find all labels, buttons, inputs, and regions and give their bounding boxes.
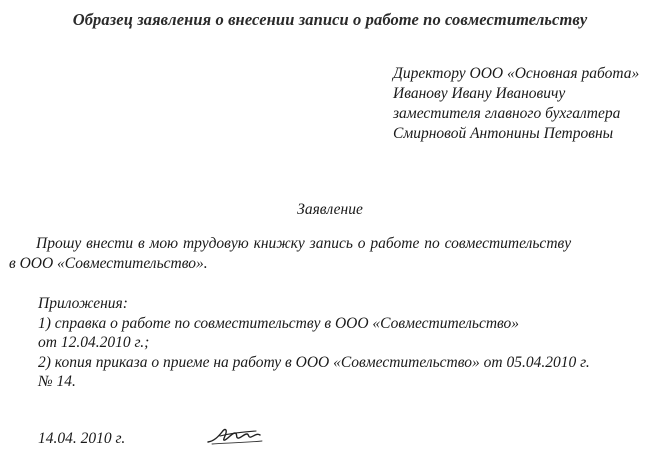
application-body bbox=[9, 234, 650, 274]
attachment-2-line-2: № 14. bbox=[38, 373, 76, 390]
addressee-director-name: Иванову Ивану Ивановичу bbox=[393, 85, 566, 102]
addressee-sender-position: заместителя главного бухгалтера bbox=[393, 105, 621, 122]
application-heading: Заявление bbox=[297, 201, 363, 218]
signature-icon bbox=[206, 423, 266, 447]
attachment-1-line-2: от 12.04.2010 г.; bbox=[38, 334, 150, 351]
body-line-2: в ООО «Совместительство». bbox=[9, 255, 208, 272]
addressee-block bbox=[393, 64, 639, 144]
document-date: 14.04. 2010 г. bbox=[38, 430, 126, 447]
addressee-sender-name: Смирновой Антонины Петровны bbox=[393, 125, 614, 142]
attachments-block bbox=[38, 294, 590, 392]
attachment-1-line-1: 1) справка о работе по совместительству в ООО «Совместительство» bbox=[38, 314, 520, 332]
body-line-1 bbox=[36, 234, 650, 254]
document-title: Образец заявления о внесении записи о работе по совместительству bbox=[72, 10, 588, 29]
attachments-label: Приложения: bbox=[38, 295, 128, 312]
body-line-1-text: Прошу внести в мою трудовую книжку запись о работе по совместительству bbox=[36, 235, 572, 252]
addressee-director: Директору ООО «Основная работа» bbox=[393, 65, 640, 82]
attachment-2-line-1: 2) копия приказа о приеме на работу в ООО «Совместительство» от 05.04.2010 г. bbox=[38, 353, 590, 371]
